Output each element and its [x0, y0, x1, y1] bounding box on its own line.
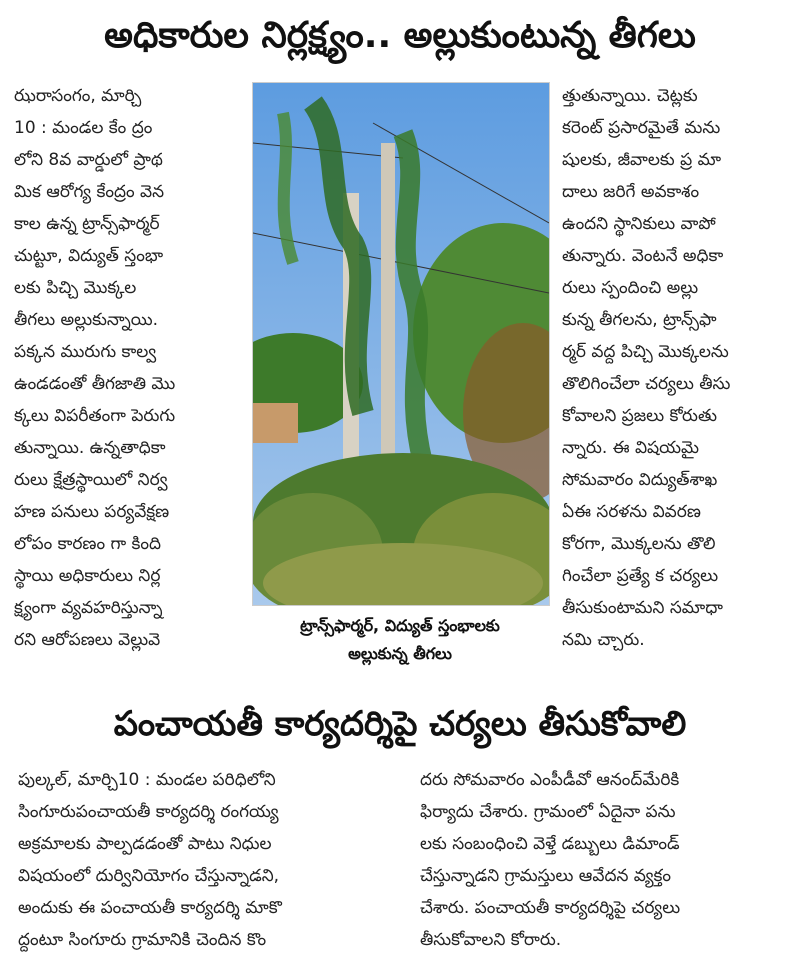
- text-line: గించేలా ప్రత్యే క చర్యలు: [562, 566, 719, 586]
- text-line: నమి చ్చారు.: [562, 630, 645, 650]
- text-line: తున్నాయి. ఉన్నతాధికా: [14, 438, 166, 458]
- text-line: ఉండడంతో తీగజాతి మొ: [14, 374, 176, 394]
- article1-headline: అధికారుల నిర్లక్ష్యం.. అల్లుకుంటున్న తీగలు: [104, 15, 696, 56]
- text-line: ర్మర్ వద్ద పిచ్చి మొక్కలను: [562, 342, 729, 362]
- text-line: తున్నారు. వెంటనే అధికా: [562, 246, 724, 266]
- text-line: రని ఆరోపణలు వెల్లువె: [14, 630, 161, 650]
- text-line: చేస్తున్నాడని గ్రామస్తులు ఆవేదన వ్యక్తం: [420, 866, 671, 886]
- text-line: క్కలు విపరీతంగా పెరుగు: [14, 406, 176, 426]
- caption-line-1: ట్రాన్స్‌ఫార్మర్, విద్యుత్ స్తంభాలకు: [300, 616, 500, 635]
- photo-caption: [252, 612, 548, 668]
- text-line: ద్దంటూ సింగూరు గ్రామానికి చెందిన కొం: [18, 930, 267, 950]
- text-line: తీసుకుంటామని సమాధా: [562, 598, 723, 618]
- text-line: దాలు జరిగే అవకాశం: [562, 182, 700, 202]
- text-line: తీగలు అల్లుకున్నాయి.: [14, 310, 158, 330]
- text-line: త్తుతున్నాయి. చెట్లకు: [562, 86, 698, 106]
- text-line: లకు పిచ్చి మొక్కల: [14, 278, 137, 298]
- text-line: న్నారు. ఈ విషయమై: [562, 438, 700, 458]
- text-line: దరు సోమవారం ఎంపీడీవో ఆనంద్‌మేరికి: [420, 770, 680, 790]
- text-line: రులు క్షేత్రస్థాయిలో నిర్వ: [14, 470, 168, 490]
- news-photo: [252, 82, 550, 606]
- text-line: తొలిగించేలా చర్యలు తీసు: [562, 374, 731, 394]
- text-line: అందుకు ఈ పంచాయతీ కార్యదర్శి మాకొ: [18, 898, 282, 918]
- text-line: లోపం కారణం గా కింది: [14, 534, 162, 554]
- text-line: ఉందని స్థానికులు వాపో: [562, 214, 716, 234]
- text-line: ఏఈ సరళను వివరణ: [562, 502, 701, 522]
- text-line: షులకు, జీవాలకు ప్ర మా: [562, 150, 722, 170]
- text-line: రులు స్పందించి అల్లు: [562, 278, 699, 298]
- text-line: అక్రమాలకు పాల్పడడంతో పాటు నిధుల: [18, 834, 272, 854]
- text-line: సోమవారం విద్యుత్‌శాఖ: [562, 470, 718, 490]
- text-line: స్థాయి అధికారులు నిర్ల: [14, 566, 161, 586]
- article1-column-2: [562, 80, 790, 656]
- text-line: కోరగా, మొక్కలను తొలి: [562, 534, 716, 554]
- text-line: పక్కన మురుగు కాల్వ: [14, 342, 157, 362]
- text-line: కోవాలని ప్రజలు కోరుతు: [562, 406, 718, 426]
- text-line: క్ష్యంగా వ్యవహరిస్తున్నా: [14, 598, 163, 618]
- text-line: విషయంలో దుర్వినియోగం చేస్తున్నాడని,: [18, 866, 280, 886]
- text-line: చేశారు. పంచాయతీ కార్యదర్శిపై చర్యలు: [420, 898, 681, 918]
- text-line: కరెంట్ ప్రసారమైతే మను: [562, 118, 721, 138]
- text-line: లోని 8వ వార్డులో ప్రాథ: [14, 150, 163, 170]
- text-line: లకు సంబంధించి వెళ్తే డబ్బులు డిమాండ్: [420, 834, 680, 854]
- text-line: 10 : మండల కేం ద్రం: [14, 118, 153, 138]
- text-line: పుల్కల్, మార్చి10 : మండల పరిధిలోని: [18, 770, 276, 790]
- photo-illustration: [253, 83, 549, 605]
- text-line: మిక ఆరోగ్య కేంద్రం వెన: [14, 182, 165, 202]
- article2-column-1: [18, 764, 396, 956]
- text-line: హణ పనులు పర్యవేక్షణ: [14, 502, 170, 522]
- text-line: ఫిర్యాదు చేశారు. గ్రామంలో ఏదైనా పను: [420, 802, 676, 822]
- text-line: చుట్టూ, విద్యుత్ స్తంభా: [14, 246, 164, 266]
- text-line: కున్న తీగలను, ట్రాన్స్‌ఫా: [562, 310, 717, 330]
- text-line: కాల ఉన్న ట్రాన్స్‌ఫార్మర్: [14, 214, 160, 234]
- text-line: సింగూరుపంచాయతీ కార్యదర్శి రంగయ్య: [18, 802, 279, 822]
- article2-headline: పంచాయతీ కార్యదర్శిపై చర్యలు తీసుకోవాలి: [113, 704, 687, 744]
- caption-line-2: అల్లుకున్న తీగలు: [348, 644, 452, 663]
- text-line: ఝరాసంగం, మార్చి: [14, 86, 142, 106]
- text-line: తీసుకోవాలని కోరారు.: [420, 930, 562, 950]
- article1-column-1: [14, 80, 246, 656]
- article2-column-2: [420, 764, 792, 956]
